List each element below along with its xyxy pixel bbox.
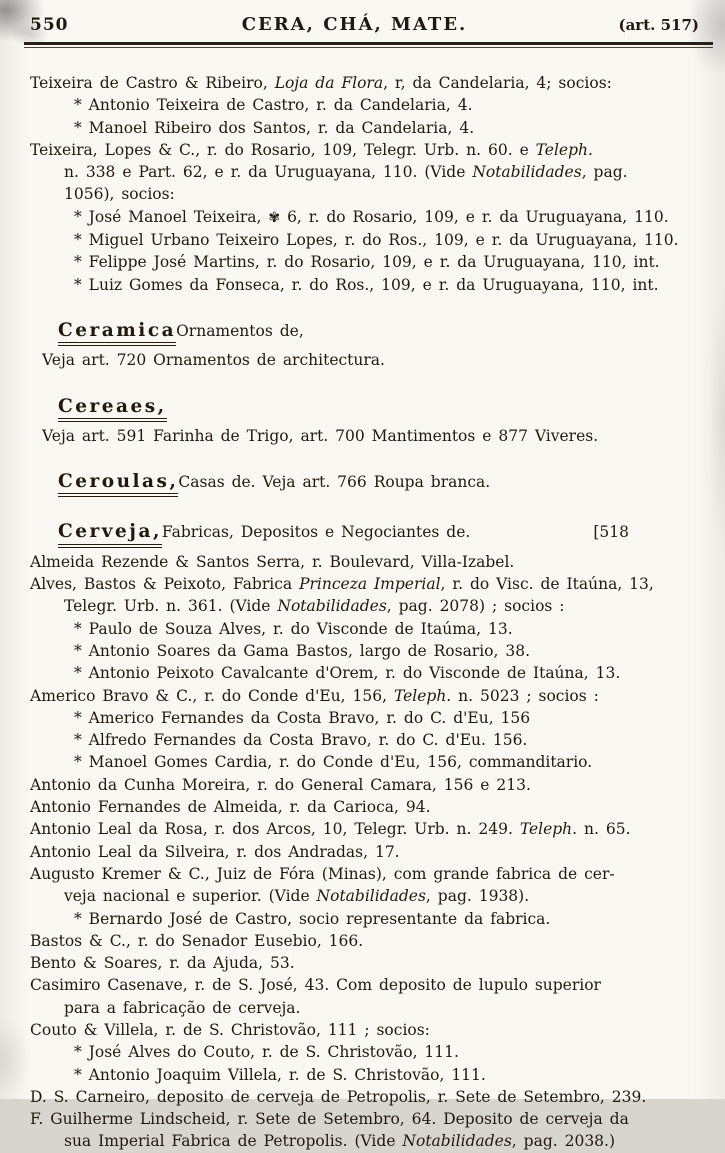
text-segment: * Antonio Joaquim Villela, r. de S. Christovão, 111. <box>74 1065 486 1084</box>
text-line <box>30 841 707 863</box>
text-segment: 6, r. do Rosario, 109, e r. da Uruguayana, 110. <box>280 207 669 226</box>
text-segment: Telegr. Urb. n. 361. (Vide <box>64 597 278 616</box>
text-segment: Antonio Fernandes de Almeida, r. da Carioca, 94. <box>30 798 431 817</box>
section-heading <box>30 320 707 346</box>
text-line <box>30 908 707 930</box>
section-title: Ceroulas, <box>58 471 178 497</box>
text-line <box>30 139 707 161</box>
text-segment: veja nacional e superior. (Vide <box>64 887 317 906</box>
text-segment: . n. 65. <box>572 820 631 839</box>
section-heading <box>30 396 707 422</box>
text-segment: Veja art. 591 Farinha de Trigo, art. 700 Mantimentos e 877 Viveres. <box>42 426 599 445</box>
section-heading <box>30 521 707 547</box>
article-reference: (art. 517) <box>618 16 699 34</box>
text-line <box>30 1130 707 1152</box>
text-segment: Antonio da Cunha Moreira, r. do General Camara, 156 e 213. <box>30 775 531 794</box>
text-line <box>30 885 707 907</box>
text-segment: Bento & Soares, r. da Ajuda, 53. <box>30 954 295 973</box>
text-line <box>30 206 707 229</box>
text-segment: Alves, Bastos & Peixoto, Fabrica <box>30 575 300 594</box>
text-line <box>30 117 707 139</box>
text-segment: Notabilidades <box>472 163 582 182</box>
text-line <box>30 685 707 707</box>
text-segment: sua Imperial Fabrica de Petropolis. (Vide <box>64 1132 403 1151</box>
text-segment: * Alfredo Fernandes da Costa Bravo, r. do C. d'Eu. 156. <box>74 731 528 750</box>
text-segment: * Manoel Gomes Cardia, r. do Conde d'Eu, 156, commanditario. <box>74 753 593 772</box>
text-segment: Teixeira, Lopes & C., r. do Rosario, 109, Telegr. Urb. n. 60. e <box>30 140 536 159</box>
text-line <box>30 618 707 640</box>
text-segment: Teixeira de Castro & Ribeiro, <box>30 74 275 92</box>
text-segment: . n. 5023 ; socios : <box>446 686 599 705</box>
text-line <box>30 425 707 447</box>
text-segment: Antonio Leal da Silveira, r. dos Andradas, 17. <box>30 842 400 861</box>
text-line <box>30 251 707 273</box>
text-line <box>30 997 707 1019</box>
text-line <box>30 72 707 94</box>
text-segment: Casimiro Casenave, r. de S. José, 43. Com deposito de lupulo superior <box>30 976 601 995</box>
text-segment: * Antonio Teixeira de Castro, r. da Candelaria, 4. <box>74 96 473 115</box>
text-line <box>30 774 707 796</box>
text-segment: * Miguel Urbano Teixeiro Lopes, r. do Ros., 109, e r. da Uruguayana, 110. <box>74 231 679 250</box>
text-segment: n. 338 e Part. 62, e r. da Uruguayana, 110. (Vide <box>64 163 473 182</box>
text-segment: Notabilidades <box>277 597 387 616</box>
text-segment: , r, da Candelaria, 4; socios: <box>383 74 612 92</box>
text-line <box>30 796 707 818</box>
section-title: Cerveja, <box>58 521 162 547</box>
text-line <box>30 349 707 371</box>
text-segment: Antonio Leal da Rosa, r. dos Arcos, 10, Telegr. Urb. n. 249. <box>30 820 520 839</box>
text-segment: , r. do Visc. de Itaúna, 13, <box>440 575 654 594</box>
text-segment: Teleph. <box>535 140 593 159</box>
text-segment: * José Alves do Couto, r. de S. Christovão, 111. <box>74 1043 459 1062</box>
text-segment: * Antonio Soares da Gama Bastos, largo de Rosario, 38. <box>74 641 531 660</box>
column-reference: [518 <box>593 523 629 542</box>
text-line <box>30 1108 707 1130</box>
text-segment: * Felippe José Martins, r. do Rosario, 109, e r. da Uruguayana, 110, int. <box>74 253 660 272</box>
text-segment: , pag. <box>581 163 628 182</box>
text-line <box>30 595 707 617</box>
text-line <box>30 974 707 996</box>
section-subtitle: Casas de. Veja art. 766 Roupa branca. <box>178 473 491 492</box>
text-segment: * Manoel Ribeiro dos Santos, r. da Candelaria, 4. <box>74 118 475 137</box>
text-segment: D. S. Carneiro, deposito de cerveja de Petropolis, r. Sete de Setembro, 239. <box>30 1087 647 1106</box>
section-subtitle: Fabricas, Depositos e Negociantes de. <box>161 523 471 542</box>
text-segment: Notabilidades <box>316 887 426 906</box>
text-line <box>30 1064 707 1086</box>
text-line <box>30 551 707 573</box>
text-segment: , pag. 2078) ; socios : <box>386 597 565 616</box>
text-segment: Teleph <box>393 686 447 705</box>
text-segment: Princeza Imperial <box>299 575 441 594</box>
text-line <box>30 274 707 296</box>
text-segment: para a fabricação de cerveja. <box>64 998 301 1017</box>
text-segment: Loja da Flora <box>274 74 384 92</box>
page-body <box>0 48 725 1153</box>
text-line <box>30 751 707 773</box>
text-segment: 1056), socios: <box>64 185 175 204</box>
text-line <box>30 818 707 840</box>
section-title: Cereaes, <box>58 396 167 422</box>
rosette-medal-icon: ✾ <box>268 209 281 226</box>
text-segment: Almeida Rezende & Santos Serra, r. Boulevard, Villa-Izabel. <box>30 552 515 571</box>
text-segment: F. Guilherme Lindscheid, r. Sete de Setembro, 64. Deposito de cerveja da <box>30 1110 629 1129</box>
text-line <box>30 863 707 885</box>
text-segment: Bastos & C., r. do Senador Eusebio, 166. <box>30 931 364 950</box>
text-line <box>30 707 707 729</box>
text-line <box>30 1086 707 1108</box>
text-segment: Teleph <box>519 820 573 839</box>
section-subtitle: Ornamentos de, <box>176 321 304 340</box>
text-line <box>30 729 707 751</box>
text-line <box>30 640 707 662</box>
text-segment: Couto & Villela, r. de S. Christovão, 111 ; socios: <box>30 1020 430 1039</box>
text-segment: , pag. 2038.) <box>511 1132 616 1151</box>
text-segment: * José Manoel Teixeira, <box>74 207 269 226</box>
text-segment: * Americo Fernandes da Costa Bravo, r. do C. d'Eu, 156 <box>74 708 531 727</box>
text-line <box>30 161 707 183</box>
text-line <box>30 952 707 974</box>
text-segment: , pag. 1938). <box>425 887 530 906</box>
text-segment: * Luiz Gomes da Fonseca, r. do Ros., 109, e r. da Uruguayana, 110, int. <box>74 275 659 294</box>
text-line <box>30 229 707 251</box>
text-segment: Veja art. 720 Ornamentos de architectura. <box>42 351 385 370</box>
text-line <box>30 94 707 116</box>
text-line <box>30 1041 707 1063</box>
text-segment: Americo Bravo & C., r. do Conde d'Eu, 156, <box>30 686 394 705</box>
text-segment: Notabilidades <box>402 1132 512 1151</box>
text-line <box>30 183 707 205</box>
text-segment: * Antonio Peixoto Cavalcante d'Orem, r. do Visconde de Itaúna, 13. <box>74 664 621 683</box>
section-title: Ceramica <box>58 320 176 346</box>
text-line <box>30 1019 707 1041</box>
page-title: CERA, CHÁ, MATE. <box>241 14 468 35</box>
text-line <box>30 662 707 684</box>
running-head <box>0 0 725 35</box>
text-line <box>30 573 707 595</box>
text-segment: * Bernardo José de Castro, socio representante da fabrica. <box>74 909 551 928</box>
text-segment: * Paulo de Souza Alves, r. do Visconde de Itaúma, 13. <box>74 619 513 638</box>
text-line <box>30 930 707 952</box>
section-heading <box>30 471 707 497</box>
text-segment: Augusto Kremer & C., Juiz de Fóra (Minas), com grande fabrica de cer- <box>30 864 615 883</box>
page-number: 550 <box>30 15 69 35</box>
